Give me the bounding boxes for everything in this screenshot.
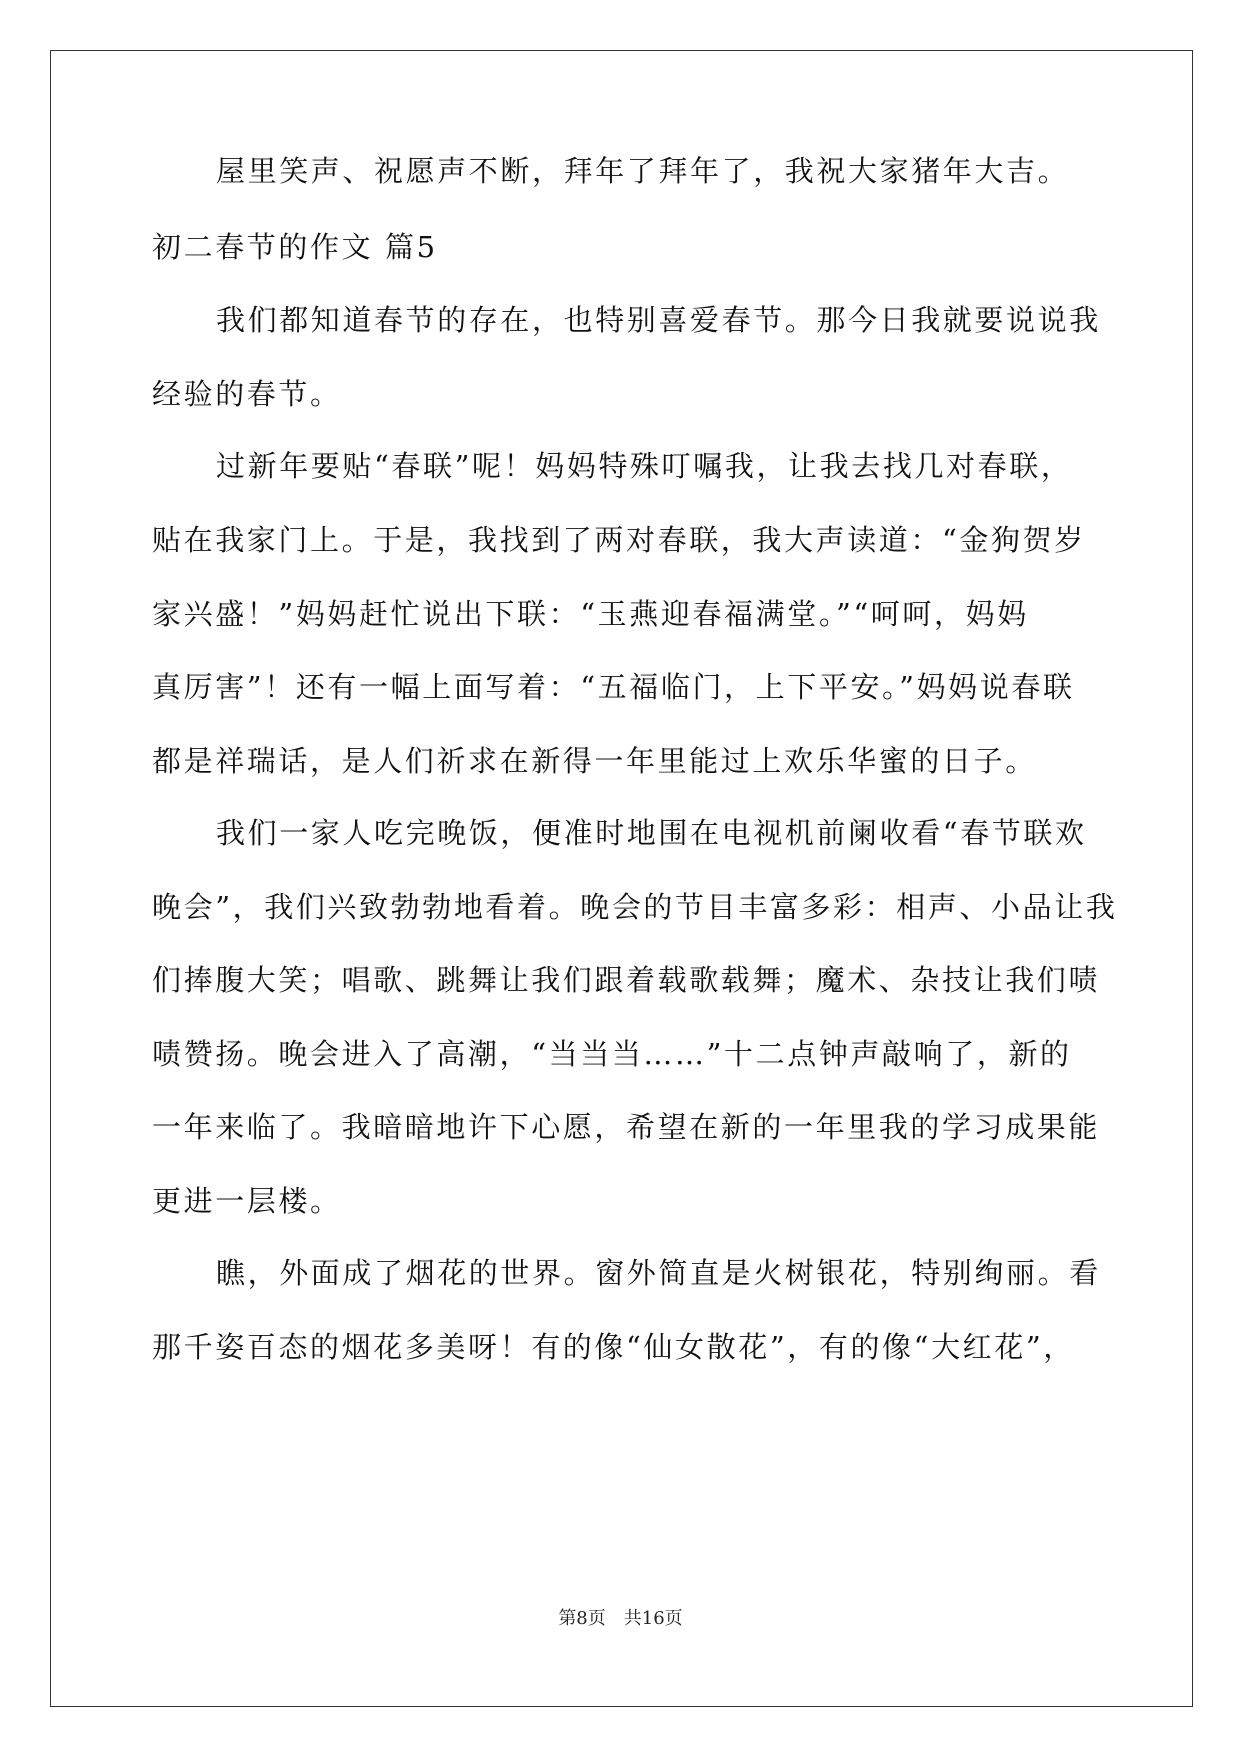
page-number: 第8页 共16页 bbox=[558, 1608, 683, 1629]
paragraph-line: 一年来临了。我暗暗地许下心愿，希望在新的一年里我的学习成果能 bbox=[152, 1110, 1101, 1144]
paragraph-line: 们捧腹大笑；唱歌、跳舞让我们跟着载歌载舞；魔术、杂技让我们啧 bbox=[152, 963, 1101, 997]
paragraph-line: 经验的春节。 bbox=[152, 377, 342, 411]
page-border bbox=[50, 50, 1193, 1707]
paragraph-line: 屋里笑声、祝愿声不断，拜年了拜年了，我祝大家猪年大吉。 bbox=[216, 154, 1070, 188]
paragraph-line: 啧赞扬。晚会进入了高潮，“当当当……”十二点钟声敲响了，新的 bbox=[152, 1037, 1072, 1071]
paragraph-line: 我们一家人吃完晚饭，便准时地围在电视机前阑收看“春节联欢 bbox=[216, 816, 1087, 850]
paragraph-line: 那千姿百态的烟花多美呀！有的像“仙女散花”，有的像“大红花”， bbox=[152, 1330, 1075, 1364]
paragraph-line: 家兴盛！”妈妈赶忙说出下联：“玉燕迎春福满堂。”“呵呵，妈妈 bbox=[152, 597, 1029, 631]
paragraph-line: 过新年要贴“春联”呢！妈妈特殊叮嘱我，让我去找几对春联， bbox=[216, 449, 1073, 483]
paragraph-line: 更进一层楼。 bbox=[152, 1184, 342, 1218]
paragraph-line: 我们都知道春节的存在，也特别喜爱春节。那今日我就要说说我 bbox=[216, 303, 1101, 337]
paragraph-line: 晚会”，我们兴致勃勃地看着。晚会的节目丰富多彩：相声、小品让我 bbox=[152, 890, 1118, 924]
paragraph-line: 贴在我家门上。于是，我找到了两对春联，我大声读道：“金狗贺岁 bbox=[152, 523, 1086, 557]
paragraph-line: 真厉害”！还有一幅上面写着：“五福临门，上下平安。”妈妈说春联 bbox=[152, 670, 1075, 704]
section-heading: 初二春节的作文 篇5 bbox=[152, 230, 438, 264]
paragraph-line: 都是祥瑞话，是人们祈求在新得一年里能过上欢乐华蜜的日子。 bbox=[152, 744, 1037, 778]
paragraph-line: 瞧，外面成了烟花的世界。窗外简直是火树银花，特别绚丽。看 bbox=[216, 1256, 1101, 1290]
